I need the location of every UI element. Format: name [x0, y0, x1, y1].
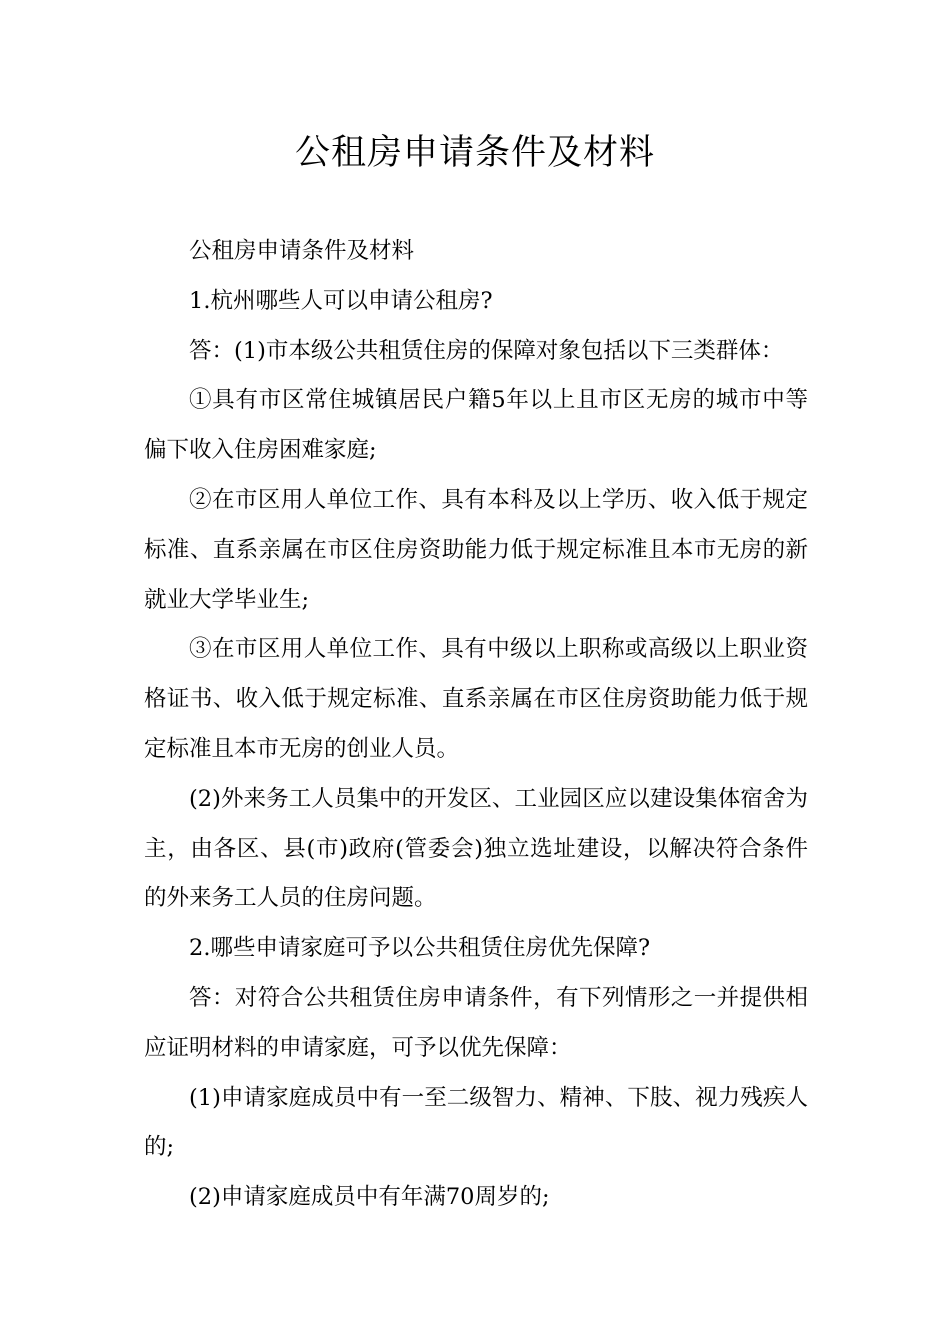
paragraph-answer-1-group-2: ②在市区用人单位工作、具有本科及以上学历、收入低于规定标准、直系亲属在市区住房资助能力低于规定标准且本市无房的新就业大学毕业生;	[144, 486, 808, 613]
paragraph-answer-1-group-1: ①具有市区常住城镇居民户籍5年以上且市区无房的城市中等偏下收入住房困难家庭;	[144, 387, 808, 464]
paragraph-question-2: 2.哪些申请家庭可予以公共租赁住房优先保障?	[189, 935, 651, 962]
paragraph-answer-1-intro: 答：(1)市本级公共租赁住房的保障对象包括以下三类群体：	[189, 337, 784, 364]
paragraph-question-1: 1.杭州哪些人可以申请公租房?	[189, 287, 493, 314]
paragraph-answer-1-group-3: ③在市区用人单位工作、具有中级以上职称或高级以上职业资格证书、收入低于规定标准、直系亲属在市区住房资助能力低于规定标准且本市无房的创业人员。	[144, 636, 808, 762]
document-title: 公租房申请条件及材料	[294, 133, 655, 173]
paragraph-answer-1-part-2: (2)外来务工人员集中的开发区、工业园区应以建设集体宿舍为主，由各区、县(市)政府(管委会)独立选址建设，以解决符合条件的外来务工人员的住房问题。	[144, 785, 808, 912]
paragraph-subtitle: 公租房申请条件及材料	[189, 238, 415, 264]
document-body	[144, 227, 808, 1223]
paragraph-answer-2-intro: 答：对符合公共租赁住房申请条件，有下列情形之一并提供相应证明材料的申请家庭，可予以优先保障：	[144, 984, 808, 1061]
paragraph-answer-2-item-1: (1)申请家庭成员中有一至二级智力、精神、下肢、视力残疾人的;	[144, 1084, 808, 1161]
paragraph-answer-2-item-2: (2)申请家庭成员中有年满70周岁的;	[189, 1184, 550, 1211]
